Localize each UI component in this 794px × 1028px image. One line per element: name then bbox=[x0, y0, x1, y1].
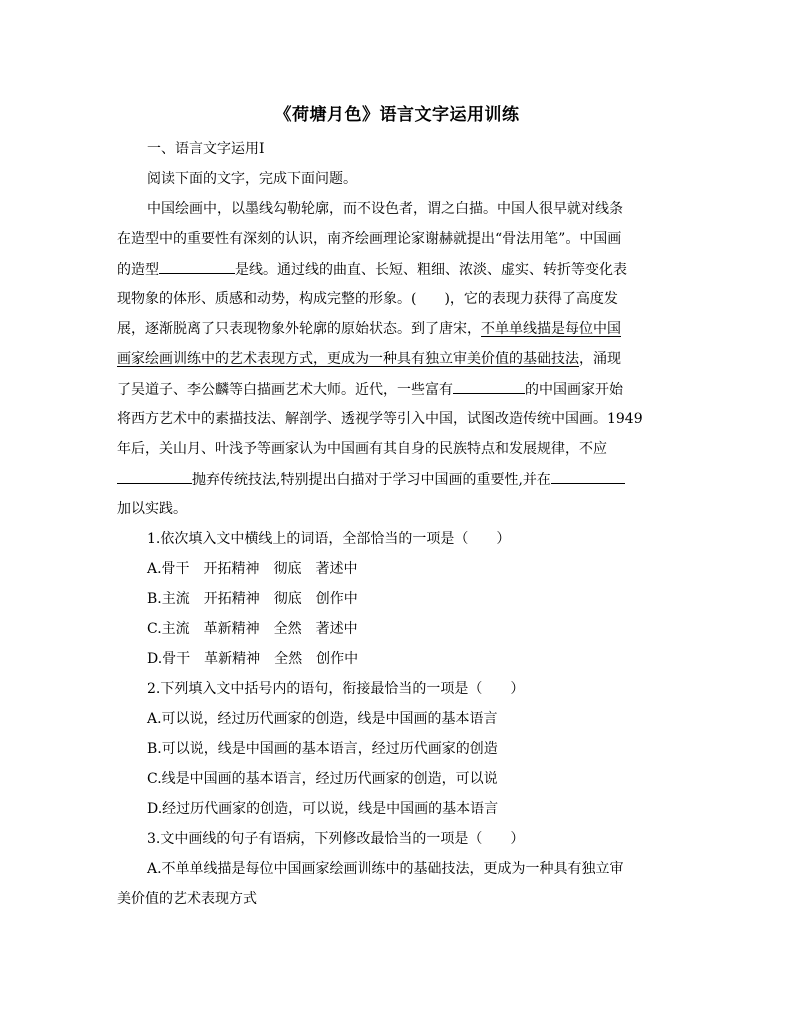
instruction-text: 阅读下面的文字，完成下面问题。 bbox=[147, 171, 357, 187]
fill-blank bbox=[453, 378, 525, 394]
passage-line bbox=[117, 348, 683, 370]
answer-option: A.骨干 开拓精神 彻底 著述中 bbox=[147, 561, 358, 577]
answer-option: D.骨干 革新精神 全然 创作中 bbox=[147, 651, 359, 667]
page-title: 《荷塘月色》语言文字运用训练 bbox=[274, 105, 520, 125]
answer-option: B.主流 开拓精神 彻底 创作中 bbox=[147, 591, 358, 607]
passage-text: 抛弃传统技法,特别提出白描对于学习中国画的重要性,并在 bbox=[192, 472, 551, 488]
passage-line bbox=[117, 378, 683, 401]
passage-line: 将西方艺术中的素描技法、解剖学、透视学等引入中国，试图改造传统中国画。1949 bbox=[117, 411, 643, 427]
passage-line: 年后，关山月、叶浅予等画家认为中国画有其自身的民族特点和发展规律，不应 bbox=[117, 441, 607, 457]
passage-text: 的造型 bbox=[117, 262, 159, 278]
section-heading: 一、语言文字运用Ⅰ bbox=[147, 141, 265, 157]
passage-line bbox=[117, 258, 683, 281]
underlined-sentence: 不单单线描是每位中国 bbox=[481, 321, 621, 337]
passage-text: 是线。通过线的曲直、长短、粗细、浓淡、虚实、转折等变化表 bbox=[235, 262, 627, 278]
passage-line: 中国绘画中，以墨线勾勒轮廓，而不设色者，谓之白描。中国人很早就对线条 bbox=[147, 201, 623, 217]
passage-text: ，涌现 bbox=[579, 351, 621, 367]
answer-option: B.可以说，线是中国画的基本语言，经过历代画家的创造 bbox=[147, 741, 498, 757]
passage-line bbox=[117, 318, 683, 340]
fill-blank bbox=[551, 468, 625, 484]
passage-line: 现物象的体形、质感和动势，构成完整的形象。( )，它的表现力获得了高度发 bbox=[117, 291, 618, 307]
answer-option: A.可以说，经过历代画家的创造，线是中国画的基本语言 bbox=[147, 711, 498, 727]
passage-line: 在造型中的重要性有深刻的认识，南齐绘画理论家谢赫就提出“骨法用笔”。中国画 bbox=[117, 231, 622, 247]
question-stem: 2.下列填入文中括号内的语句，衔接最恰当的一项是（ ） bbox=[147, 681, 525, 697]
answer-option: C.线是中国画的基本语言，经过历代画家的创造，可以说 bbox=[147, 771, 498, 787]
passage-text: 的中国画家开始 bbox=[525, 382, 623, 398]
passage-line: 加以实践。 bbox=[117, 501, 187, 517]
question-stem: 1.依次填入文中横线上的词语，全部恰当的一项是（ ） bbox=[147, 531, 511, 547]
passage-text: 展，逐渐脱离了只表现物象外轮廓的原始状态。到了唐宋， bbox=[117, 321, 481, 337]
question-stem: 3.文中画线的句子有语病，下列修改最恰当的一项是（ ） bbox=[147, 831, 525, 847]
underlined-sentence: 画家绘画训练中的艺术表现方式，更成为一种具有独立审美价值的基础技法 bbox=[117, 351, 579, 367]
answer-option: C.主流 革新精神 全然 著述中 bbox=[147, 621, 358, 637]
answer-option: D.经过历代画家的创造，可以说，线是中国画的基本语言 bbox=[147, 801, 499, 817]
passage-line bbox=[117, 468, 683, 491]
passage-text: 了吴道子、李公麟等白描画艺术大师。近代，一些富有 bbox=[117, 382, 453, 398]
answer-option-continuation: 美价值的艺术表现方式 bbox=[117, 891, 257, 907]
fill-blank bbox=[159, 258, 235, 274]
fill-blank bbox=[117, 468, 192, 484]
answer-option: A.不单单线描是每位中国画家绘画训练中的基础技法，更成为一种具有独立审 bbox=[147, 861, 624, 877]
